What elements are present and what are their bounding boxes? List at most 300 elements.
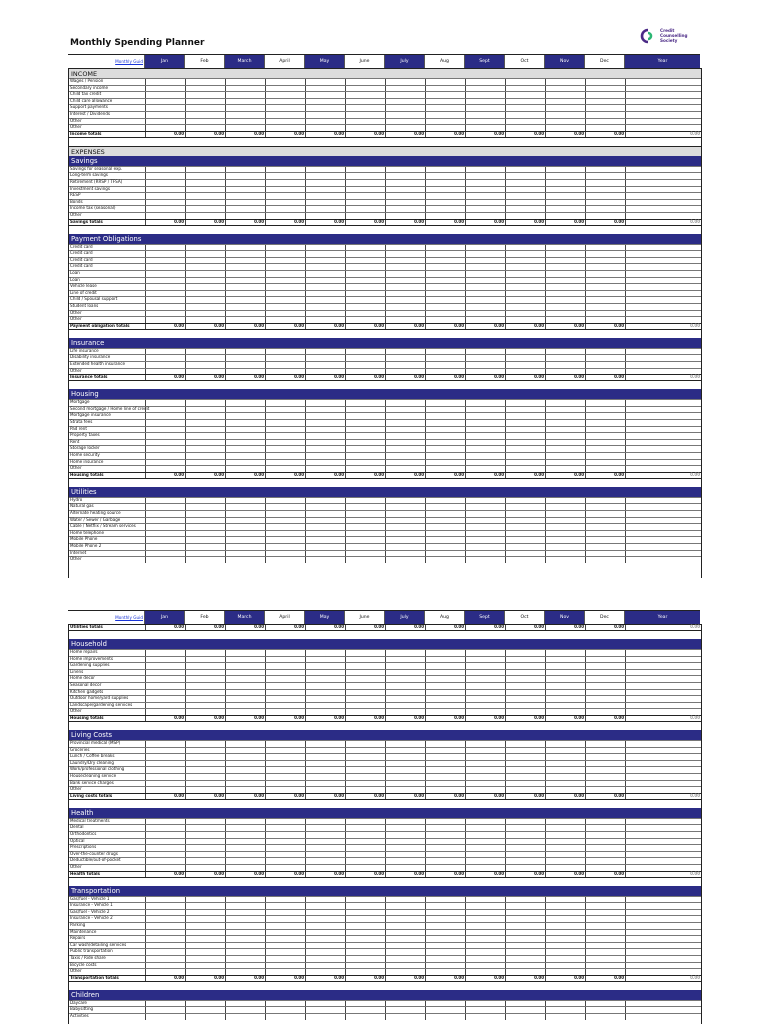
- total-value: 0.00: [254, 374, 264, 380]
- table-row: [69, 124, 701, 131]
- table-row: [69, 497, 701, 504]
- amount-cell[interactable]: [545, 557, 586, 563]
- amount-cell[interactable]: [585, 794, 626, 799]
- amount-cell[interactable]: [425, 625, 466, 630]
- amount-cell[interactable]: [305, 132, 346, 137]
- row-label: Work/professional clothing: [70, 766, 125, 772]
- table-row: [69, 649, 701, 656]
- row-label: Credit card: [70, 256, 93, 262]
- section-title: Household: [71, 640, 107, 648]
- amount-cell[interactable]: [145, 132, 186, 137]
- amount-cell[interactable]: [145, 473, 186, 478]
- total-value: 0.00: [454, 974, 464, 980]
- amount-cell[interactable]: [225, 625, 266, 630]
- section-gap: [69, 982, 701, 990]
- table-row: [69, 270, 701, 277]
- amount-cell[interactable]: [145, 324, 186, 329]
- row-label: Other: [70, 786, 82, 792]
- amount-cell[interactable]: [305, 872, 346, 877]
- row-label: Retirement (RRSP / TFSA): [70, 179, 123, 184]
- amount-cell[interactable]: [425, 716, 466, 721]
- table-row: [69, 296, 701, 303]
- amount-cell[interactable]: [465, 794, 506, 799]
- amount-cell[interactable]: [425, 872, 466, 877]
- total-value: 0.00: [494, 792, 504, 798]
- table-row: [69, 962, 701, 969]
- total-value: 0.00: [454, 322, 464, 328]
- row-label: Home insurance: [70, 458, 104, 464]
- amount-cell: [625, 132, 702, 137]
- section-title: Insurance: [71, 338, 105, 347]
- amount-cell[interactable]: [505, 716, 546, 721]
- amount-cell[interactable]: [345, 132, 386, 137]
- amount-cell: [625, 220, 702, 225]
- table-row: [69, 432, 701, 439]
- amount-cell[interactable]: [465, 324, 506, 329]
- month-header-feb: Feb: [184, 611, 224, 625]
- amount-cell[interactable]: [225, 872, 266, 877]
- row-label: Public transportation: [70, 948, 113, 954]
- amount-cell[interactable]: [345, 375, 386, 380]
- month-header-sept: Sept: [464, 611, 504, 625]
- amount-cell[interactable]: [145, 625, 186, 630]
- table-row: [69, 844, 701, 851]
- table-row: [69, 523, 701, 530]
- amount-cell[interactable]: [585, 132, 626, 137]
- amount-cell[interactable]: [385, 324, 426, 329]
- row-label: Line of credit: [70, 289, 97, 295]
- totals-label: Payment obligation totals: [70, 322, 130, 328]
- amount-cell[interactable]: [185, 794, 226, 799]
- amount-cell[interactable]: [145, 794, 186, 799]
- amount-cell[interactable]: [545, 872, 586, 877]
- row-label: Bonds: [70, 198, 83, 204]
- amount-cell[interactable]: [465, 220, 506, 225]
- amount-cell[interactable]: [265, 794, 306, 799]
- amount-cell[interactable]: [185, 220, 226, 225]
- amount-cell[interactable]: [185, 324, 226, 329]
- amount-cell[interactable]: [225, 1014, 266, 1020]
- amount-cell[interactable]: [185, 716, 226, 721]
- amount-cell[interactable]: [145, 375, 186, 380]
- total-value: 0.00: [214, 715, 224, 720]
- row-label: Kitchen gadgets: [70, 688, 104, 694]
- table-row: [69, 543, 701, 550]
- total-value: 0.00: [174, 322, 184, 328]
- amount-cell[interactable]: [545, 1014, 586, 1020]
- amount-cell[interactable]: [265, 557, 306, 563]
- amount-cell[interactable]: [225, 557, 266, 563]
- amount-cell[interactable]: [225, 716, 266, 721]
- amount-cell[interactable]: [225, 324, 266, 329]
- row-label: Seasonal decor: [70, 682, 102, 687]
- total-value: 0.00: [174, 130, 184, 136]
- total-value: 0.00: [614, 870, 624, 876]
- amount-cell[interactable]: [345, 220, 386, 225]
- table-row: [69, 257, 701, 264]
- total-value: 0.00: [414, 624, 424, 629]
- row-label: Parking: [70, 922, 86, 927]
- amount-cell[interactable]: [265, 220, 306, 225]
- row-label: Child tax credit: [70, 91, 102, 97]
- amount-cell[interactable]: [505, 1014, 546, 1020]
- amount-cell[interactable]: [585, 716, 626, 721]
- amount-cell[interactable]: [505, 473, 546, 478]
- total-value: 0.00: [294, 624, 304, 629]
- amount-cell[interactable]: [265, 324, 306, 329]
- row-label: Gardening supplies: [70, 662, 110, 668]
- amount-cell[interactable]: [505, 872, 546, 877]
- total-value: 0.00: [294, 218, 304, 224]
- amount-cell[interactable]: [225, 132, 266, 137]
- row-label: Credit card: [70, 263, 93, 269]
- table-row: [69, 915, 701, 922]
- total-value: 0.00: [414, 218, 424, 224]
- amount-cell[interactable]: [265, 473, 306, 478]
- row-label: Cable / Netflix / Stream services: [70, 523, 136, 529]
- total-value: 0.00: [454, 792, 464, 798]
- amount-cell[interactable]: [585, 625, 626, 630]
- amount-cell[interactable]: [465, 473, 506, 478]
- amount-cell[interactable]: [265, 716, 306, 721]
- total-value: 0.00: [494, 218, 504, 224]
- section-title: Housing: [71, 390, 99, 399]
- row-label: Babysitting: [70, 1006, 94, 1012]
- amount-cell[interactable]: [265, 625, 306, 630]
- total-value: 0.00: [614, 974, 624, 980]
- amount-cell[interactable]: [545, 473, 586, 478]
- section-title: Transportation: [71, 886, 121, 895]
- total-value: 0.00: [174, 624, 184, 629]
- amount-cell[interactable]: [465, 716, 506, 721]
- amount-cell[interactable]: [185, 557, 226, 563]
- amount-cell[interactable]: [145, 976, 186, 981]
- amount-cell[interactable]: [585, 324, 626, 329]
- row-label: Mortgage: [70, 399, 90, 405]
- amount-cell[interactable]: [345, 324, 386, 329]
- month-header-may: May: [304, 611, 344, 625]
- table-row: [69, 948, 701, 955]
- table-row: [69, 85, 701, 92]
- month-header-feb: Feb: [184, 55, 224, 69]
- total-value: 0.00: [494, 471, 504, 477]
- amount-cell[interactable]: [225, 220, 266, 225]
- total-value: 0.00: [334, 471, 344, 477]
- amount-cell[interactable]: [345, 794, 386, 799]
- amount-cell[interactable]: [265, 976, 306, 981]
- month-header-oct: Oct: [504, 55, 544, 69]
- monthly-guide-link[interactable]: Monthly Guid: [115, 615, 143, 620]
- amount-cell[interactable]: [385, 976, 426, 981]
- section-header: [69, 639, 701, 649]
- total-value: 0.00: [494, 715, 504, 720]
- amount-cell[interactable]: [505, 220, 546, 225]
- amount-cell[interactable]: [585, 473, 626, 478]
- logo-text: Credit Counselling Society: [660, 28, 688, 43]
- table-row: [69, 929, 701, 936]
- amount-cell[interactable]: [225, 375, 266, 380]
- amount-cell[interactable]: [385, 132, 426, 137]
- total-value: 0.00: [414, 792, 424, 798]
- table-row: [69, 445, 701, 452]
- table-row: [69, 740, 701, 747]
- row-label: Bank service charges: [70, 779, 114, 785]
- total-value: 0.00: [690, 870, 700, 876]
- total-value: 0.00: [214, 471, 224, 477]
- table-row: [69, 199, 701, 206]
- section-gap: [69, 722, 701, 730]
- amount-cell[interactable]: [545, 794, 586, 799]
- amount-cell[interactable]: [185, 976, 226, 981]
- amount-cell[interactable]: [425, 794, 466, 799]
- amount-cell[interactable]: [425, 375, 466, 380]
- amount-cell[interactable]: [305, 557, 346, 563]
- amount-cell[interactable]: [505, 794, 546, 799]
- amount-cell[interactable]: [305, 625, 346, 630]
- table-row: [69, 896, 701, 903]
- table-row: [69, 212, 701, 219]
- total-value: 0.00: [174, 471, 184, 477]
- totals-label: Savings totals: [70, 218, 103, 224]
- amount-cell[interactable]: [185, 872, 226, 877]
- table-row: [69, 838, 701, 845]
- amount-cell[interactable]: [385, 872, 426, 877]
- amount-cell[interactable]: [465, 872, 506, 877]
- total-value: 0.00: [254, 624, 264, 629]
- amount-cell[interactable]: [505, 557, 546, 563]
- total-value: 0.00: [334, 792, 344, 798]
- amount-cell[interactable]: [585, 1014, 626, 1020]
- amount-cell[interactable]: [265, 375, 306, 380]
- amount-cell[interactable]: [145, 557, 186, 563]
- total-value: 0.00: [414, 715, 424, 720]
- amount-cell[interactable]: [585, 375, 626, 380]
- amount-cell[interactable]: [385, 1014, 426, 1020]
- amount-cell[interactable]: [505, 976, 546, 981]
- table-row: [69, 1006, 701, 1013]
- amount-cell[interactable]: [185, 132, 226, 137]
- section-gap: [69, 800, 701, 808]
- amount-cell[interactable]: [385, 794, 426, 799]
- amount-cell[interactable]: [465, 557, 506, 563]
- section-header: [69, 487, 701, 497]
- amount-cell[interactable]: [305, 220, 346, 225]
- total-value: 0.00: [534, 870, 544, 876]
- amount-cell[interactable]: [425, 220, 466, 225]
- table-row: [69, 244, 701, 251]
- amount-cell[interactable]: [585, 872, 626, 877]
- total-value: 0.00: [690, 130, 700, 136]
- amount-cell: [625, 1014, 702, 1020]
- amount-cell[interactable]: [465, 375, 506, 380]
- amount-cell[interactable]: [545, 976, 586, 981]
- amount-cell[interactable]: [145, 716, 186, 721]
- total-value: 0.00: [494, 374, 504, 380]
- row-label: Over-the-counter drugs: [70, 850, 118, 856]
- amount-cell[interactable]: [425, 473, 466, 478]
- amount-cell[interactable]: [145, 872, 186, 877]
- amount-cell[interactable]: [185, 375, 226, 380]
- table-row: [69, 439, 701, 446]
- total-value: 0.00: [254, 322, 264, 328]
- amount-cell[interactable]: [545, 324, 586, 329]
- section-gap: [69, 226, 701, 234]
- amount-cell[interactable]: [385, 625, 426, 630]
- amount-cell[interactable]: [225, 976, 266, 981]
- total-value: 0.00: [574, 715, 584, 720]
- amount-cell[interactable]: [225, 794, 266, 799]
- total-value: 0.00: [614, 218, 624, 224]
- amount-cell[interactable]: [265, 1014, 306, 1020]
- amount-cell[interactable]: [385, 716, 426, 721]
- total-value: 0.00: [374, 374, 384, 380]
- row-label: Disability insurance: [70, 354, 111, 360]
- amount-cell[interactable]: [385, 557, 426, 563]
- row-label: Support payments: [70, 104, 108, 110]
- amount-cell[interactable]: [385, 220, 426, 225]
- amount-cell[interactable]: [145, 1014, 186, 1020]
- section-header: [69, 68, 701, 78]
- total-value: 0.00: [374, 974, 384, 980]
- amount-cell[interactable]: [465, 625, 506, 630]
- month-header-oct: Oct: [504, 611, 544, 625]
- amount-cell[interactable]: [505, 375, 546, 380]
- amount-cell[interactable]: [425, 557, 466, 563]
- total-value: 0.00: [214, 218, 224, 224]
- total-value: 0.00: [374, 792, 384, 798]
- table-row: [69, 419, 701, 426]
- row-label: Provincial medical (MSP): [70, 740, 121, 745]
- amount-cell[interactable]: [185, 1014, 226, 1020]
- amount-cell[interactable]: [345, 557, 386, 563]
- amount-cell[interactable]: [345, 625, 386, 630]
- amount-cell[interactable]: [345, 473, 386, 478]
- amount-cell[interactable]: [465, 1014, 506, 1020]
- total-value: 0.00: [214, 792, 224, 798]
- amount-cell[interactable]: [505, 132, 546, 137]
- table-row: [69, 303, 701, 310]
- row-label: Vehicle lease: [70, 283, 97, 289]
- amount-cell[interactable]: [385, 473, 426, 478]
- row-label: Taxis / Ride share: [70, 955, 106, 960]
- amount-cell[interactable]: [305, 324, 346, 329]
- amount-cell[interactable]: [305, 1014, 346, 1020]
- row-label: Strata fees: [70, 419, 93, 424]
- amount-cell[interactable]: [265, 872, 306, 877]
- amount-cell[interactable]: [425, 132, 466, 137]
- amount-cell[interactable]: [585, 220, 626, 225]
- table-row: [69, 675, 701, 682]
- section-gap: [69, 330, 701, 338]
- amount-cell[interactable]: [265, 132, 306, 137]
- amount-cell[interactable]: [425, 976, 466, 981]
- row-label: Prescriptions: [70, 844, 97, 850]
- totals-label: Utilities totals: [70, 624, 103, 629]
- amount-cell[interactable]: [225, 473, 266, 478]
- total-value: 0.00: [614, 471, 624, 477]
- amount-cell[interactable]: [545, 132, 586, 137]
- section-title: Savings: [71, 156, 98, 165]
- amount-cell[interactable]: [345, 976, 386, 981]
- totals-row: [69, 871, 701, 878]
- amount-cell[interactable]: [545, 625, 586, 630]
- amount-cell[interactable]: [345, 1014, 386, 1020]
- amount-cell[interactable]: [505, 324, 546, 329]
- monthly-guide-link[interactable]: Monthly Guid: [115, 59, 143, 64]
- totals-row: [69, 374, 701, 381]
- table-row: [69, 556, 701, 563]
- month-header-july: July: [384, 611, 424, 625]
- row-label: Other: [70, 708, 82, 714]
- amount-cell[interactable]: [425, 324, 466, 329]
- amount-cell[interactable]: [305, 794, 346, 799]
- amount-cell[interactable]: [385, 375, 426, 380]
- month-header-aug: Aug: [424, 611, 464, 625]
- amount-cell[interactable]: [585, 976, 626, 981]
- total-value: 0.00: [690, 322, 700, 328]
- table-row: [69, 708, 701, 715]
- total-value: 0.00: [534, 715, 544, 720]
- total-value: 0.00: [574, 792, 584, 798]
- total-value: 0.00: [614, 374, 624, 380]
- amount-cell[interactable]: [545, 375, 586, 380]
- row-label: Loan: [70, 276, 80, 282]
- total-value: 0.00: [414, 974, 424, 980]
- amount-cell[interactable]: [345, 716, 386, 721]
- amount-cell[interactable]: [585, 557, 626, 563]
- amount-cell[interactable]: [145, 220, 186, 225]
- total-value: 0.00: [214, 322, 224, 328]
- total-value: 0.00: [294, 322, 304, 328]
- amount-cell[interactable]: [305, 976, 346, 981]
- month-header-april: April: [264, 55, 304, 69]
- amount-cell[interactable]: [345, 872, 386, 877]
- amount-cell[interactable]: [545, 220, 586, 225]
- total-value: 0.00: [690, 374, 700, 380]
- section-header: [69, 156, 701, 166]
- amount-cell[interactable]: [545, 716, 586, 721]
- row-label: Maintenance: [70, 928, 97, 934]
- row-label: Daycare: [70, 999, 87, 1005]
- month-header-june: June: [344, 55, 384, 69]
- section-header: [69, 730, 701, 740]
- table-row: [69, 78, 701, 85]
- amount-cell[interactable]: [465, 132, 506, 137]
- section-title: Children: [71, 990, 100, 999]
- row-label: Home repairs: [70, 649, 98, 654]
- row-label: Orthodontics: [70, 831, 97, 836]
- row-label: Other: [70, 309, 82, 315]
- amount-cell[interactable]: [425, 1014, 466, 1020]
- month-header-nov: Nov: [544, 611, 584, 625]
- total-value: 0.00: [174, 715, 184, 720]
- total-value: 0.00: [334, 870, 344, 876]
- row-label: Long-term savings: [70, 172, 108, 178]
- total-value: 0.00: [334, 374, 344, 380]
- amount-cell[interactable]: [305, 375, 346, 380]
- row-label: Credit card: [70, 243, 93, 249]
- amount-cell[interactable]: [305, 473, 346, 478]
- total-value: 0.00: [414, 471, 424, 477]
- amount-cell[interactable]: [185, 625, 226, 630]
- amount-cell[interactable]: [465, 976, 506, 981]
- total-value: 0.00: [174, 218, 184, 224]
- row-label: Insurance - Vehicle 2: [70, 915, 113, 921]
- amount-cell[interactable]: [185, 473, 226, 478]
- amount-cell[interactable]: [305, 716, 346, 721]
- row-label: Water / Sewer / Garbage: [70, 516, 121, 522]
- amount-cell[interactable]: [505, 625, 546, 630]
